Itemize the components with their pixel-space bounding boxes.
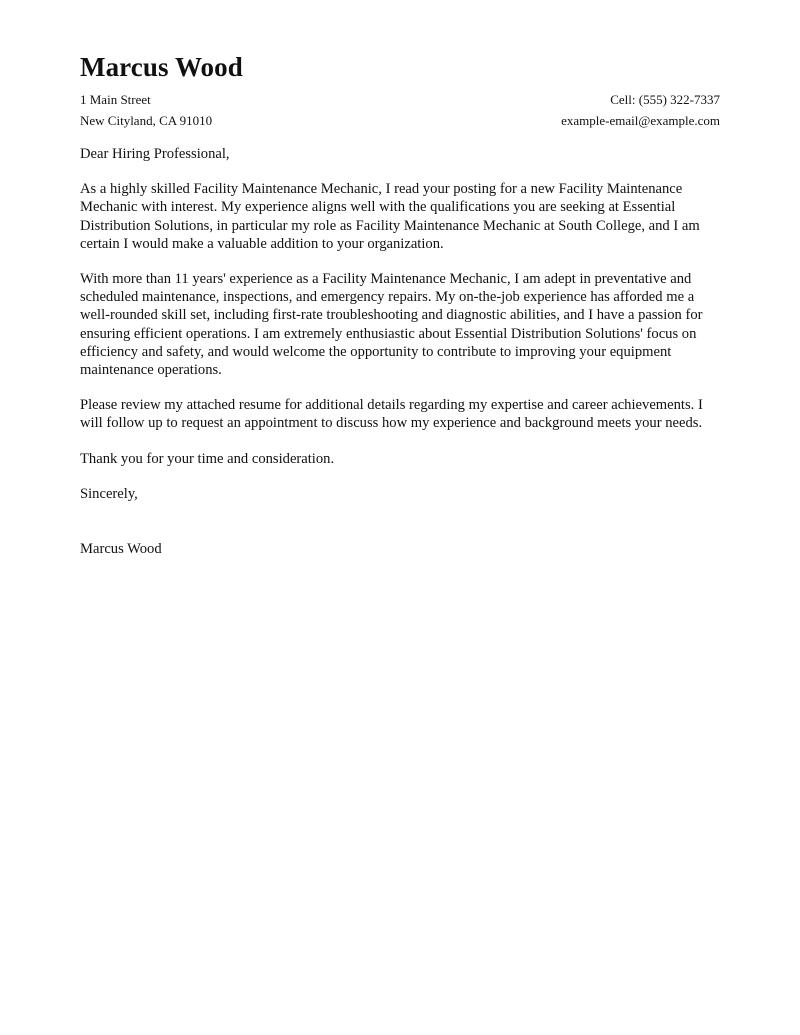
signature-name: Marcus Wood [80,541,162,558]
contact-row-2 [80,111,720,132]
address-line-2: New Cityland, CA 91010 [80,112,213,128]
letter-body [80,145,720,558]
phone-number: Cell: (555) 322-7337 [610,92,720,107]
paragraph-experience: With more than 11 years' experience as a Facility Maintenance Mechanic, I am adept in preventative and scheduled maintenance, inspections, and emergency repairs. My on-the-job experience has afforded me a well-rounded skill set, including first-rate troubleshooting and diagnostic abilities, and I have a passion for ensuring efficient operations. I am extremely enthusiastic about Essential Distribution Solutions' focus on efficiency and safety, and would welcome the opportunity to contribute to improving your equipment maintenance operations. [80,271,703,379]
closing: Sincerely, [80,485,138,502]
contact-block [80,90,720,131]
email-address: example-email@example.com [561,112,720,128]
salutation: Dear Hiring Professional, [80,146,230,162]
paragraph-resume: Please review my attached resume for additional details regarding my expertise and career achievements. I will follow up to request an appointment to discuss how my experience and background meets your needs. [80,397,703,432]
contact-row-1 [80,90,720,111]
applicant-name: Marcus Wood [80,52,243,82]
address-line-1: 1 Main Street [80,92,151,107]
paragraph-thanks: Thank you for your time and consideration. [80,450,335,467]
paragraph-intro: As a highly skilled Facility Maintenance Mechanic, I read your posting for a new Facility Maintenance Mechanic with interest. My experience aligns well with the qualifications you are seeking at Essential Distribution Solutions, in particular my role as Facility Maintenance Mechanic at South College, and I am certain I would make a valuable addition to your organization. [80,181,700,252]
cover-letter-page [80,50,720,558]
